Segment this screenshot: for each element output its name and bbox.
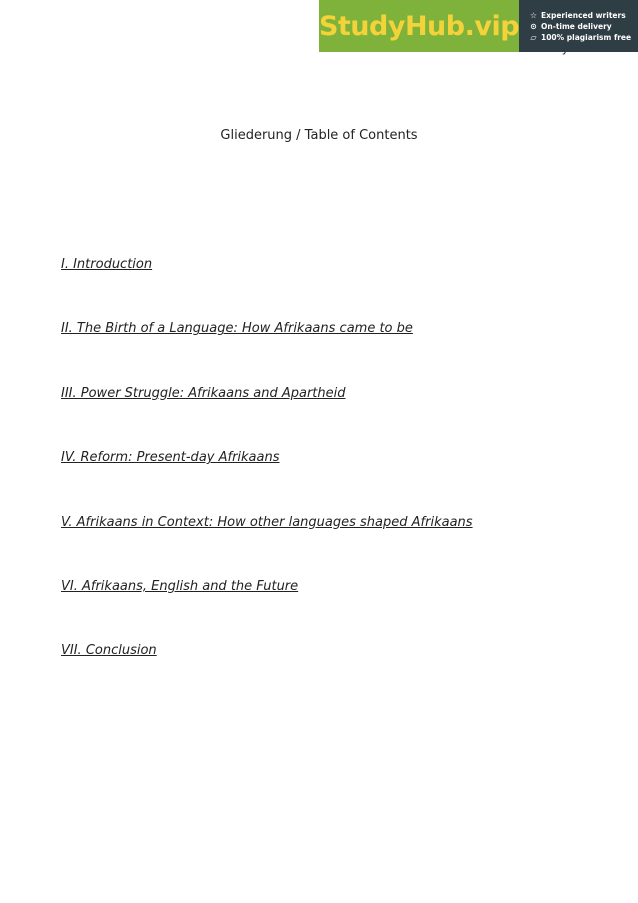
page-title: Gliederung / Table of Contents <box>220 128 418 143</box>
clock-icon: ⊙ <box>530 21 537 31</box>
feature-plagiarism-free <box>529 32 638 43</box>
document-icon: ▱ <box>530 32 537 42</box>
star-icon: ☆ <box>529 10 538 20</box>
feature-on-time-delivery <box>529 21 638 32</box>
feature-label: Experienced writers <box>541 10 626 20</box>
toc-link-conclusion[interactable]: VII. Conclusion <box>61 643 157 659</box>
brand-panel[interactable] <box>319 0 519 52</box>
toc-link-future[interactable]: VI. Afrikaans, English and the Future <box>61 578 299 594</box>
table-of-contents <box>61 256 473 707</box>
feature-label: 100% plagiarism free <box>541 32 632 42</box>
brand-logo-text[interactable]: StudyHub.vip <box>318 10 520 42</box>
feature-experienced-writers <box>529 10 638 21</box>
features-panel <box>519 0 638 52</box>
toc-link-reform[interactable]: IV. Reform: Present-day Afrikaans <box>61 450 280 466</box>
toc-link-context[interactable]: V. Afrikaans in Context: How other languages shaped Afrikaans <box>61 514 473 530</box>
studyhub-banner[interactable] <box>319 0 638 52</box>
toc-link-power-struggle[interactable]: III. Power Struggle: Afrikaans and Apartheid <box>61 385 346 401</box>
toc-link-birth-of-language[interactable]: II. The Birth of a Language: How Afrikaans came to be <box>61 321 413 337</box>
toc-link-introduction[interactable]: I. Introduction <box>61 257 153 272</box>
feature-label: On-time delivery <box>541 21 612 31</box>
